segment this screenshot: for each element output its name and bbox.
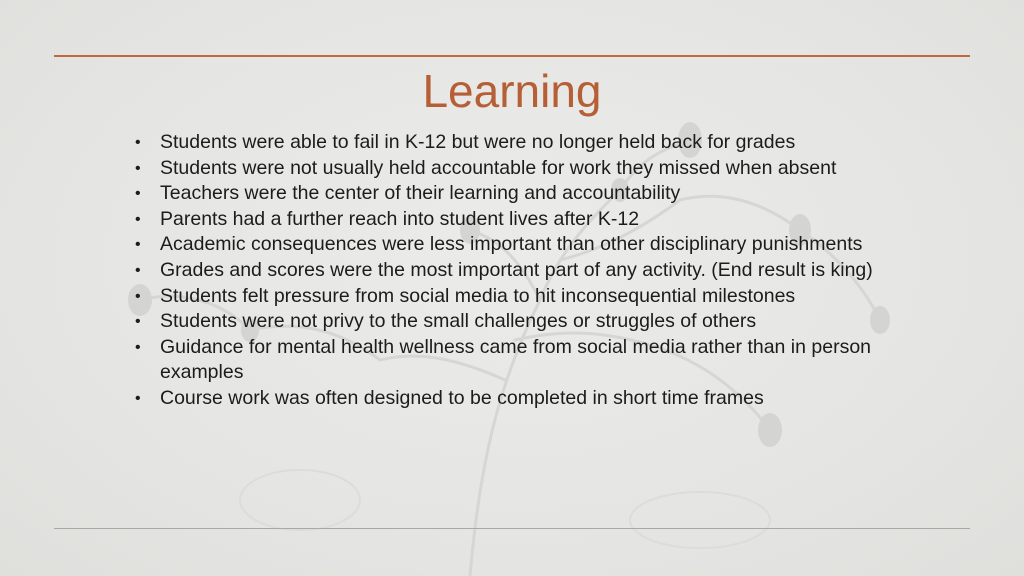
list-item (135, 386, 895, 412)
slide-title: Learning (422, 65, 602, 117)
bullet-glyph: • (135, 134, 141, 151)
list-item (135, 284, 895, 310)
bullet-glyph: • (135, 236, 141, 254)
bullet-glyph: • (135, 389, 141, 407)
bullet-glyph: • (135, 210, 141, 228)
bullet-text: Teachers were the center of their learning and accountability (160, 182, 681, 205)
list-item (135, 335, 895, 386)
bullet-text: Students were not usually held accountable for work they missed when absent (160, 156, 837, 179)
bullet-glyph: • (135, 313, 141, 331)
bullet-glyph: • (135, 185, 141, 203)
bullet-text: Parents had a further reach into student lives after K-12 (160, 207, 640, 230)
bullet-glyph: • (135, 338, 141, 356)
list-item (135, 130, 895, 156)
bullet-glyph: • (135, 287, 141, 305)
bullet-text: Grades and scores were the most important part of any activity. (End result is king) (160, 258, 873, 281)
bullet-list (135, 130, 895, 412)
bullet-text: Students were able to fail in K-12 but were no longer held back for grades (160, 131, 796, 153)
bullet-text: Guidance for mental health wellness came from social media rather than in person examples (160, 335, 872, 384)
bottom-rule (54, 528, 970, 529)
list-item (135, 156, 895, 182)
list-item (135, 181, 895, 207)
list-item (135, 309, 895, 335)
list-item (135, 258, 895, 284)
bullet-text: Academic consequences were less important than other disciplinary punishments (160, 233, 863, 256)
list-item (135, 232, 895, 258)
bullet-text: Course work was often designed to be completed in short time frames (160, 386, 764, 409)
list-item (135, 207, 895, 233)
bullet-glyph: • (135, 261, 141, 279)
bullet-glyph: • (135, 159, 141, 177)
top-accent-rule (54, 55, 970, 57)
bullet-text: Students were not privy to the small challenges or struggles of others (160, 310, 757, 333)
bullet-text: Students felt pressure from social media to hit inconsequential milestones (160, 284, 796, 307)
